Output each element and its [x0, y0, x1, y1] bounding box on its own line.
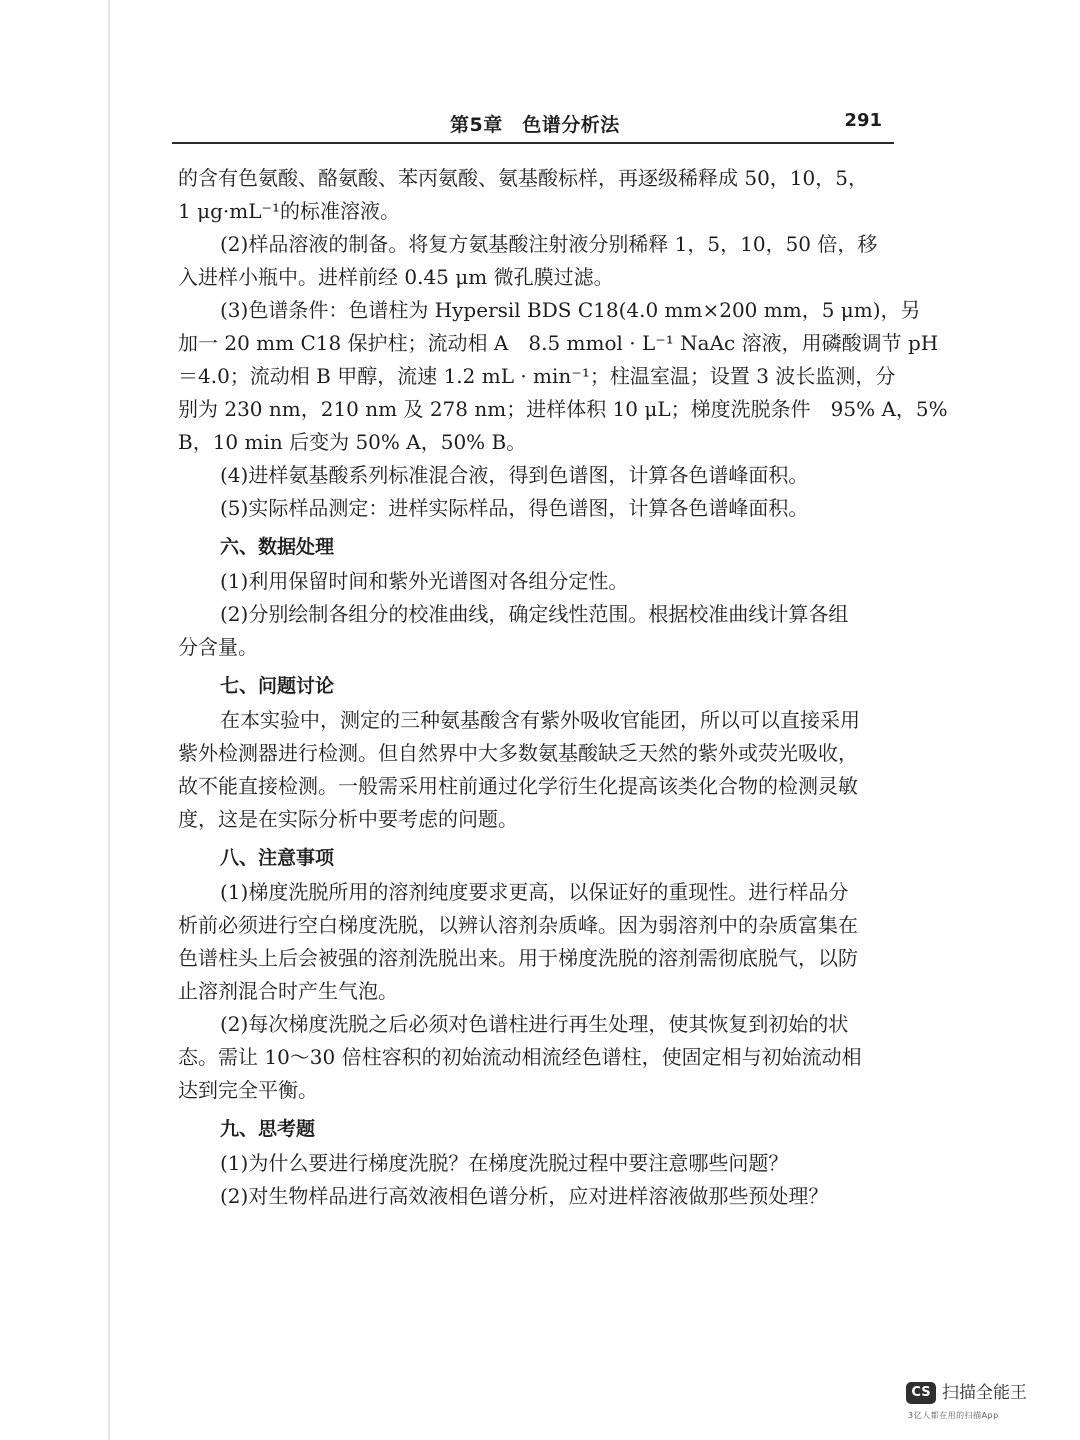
body-line: 度，这是在实际分析中要考虑的问题。 — [178, 807, 518, 831]
body-line: 分含量。 — [178, 635, 258, 659]
body-line: ＝4.0；流动相 B 甲醇，流速 1.2 mL · min⁻¹；柱温室温；设置 3 波长监测，分 — [178, 364, 896, 388]
body-line: 达到完全平衡。 — [178, 1078, 318, 1102]
body-line: (1)梯度洗脱所用的溶剂纯度要求更高，以保证好的重现性。进行样品分 — [220, 880, 849, 904]
body-line: (2)分别绘制各组分的校准曲线，确定线性范围。根据校准曲线计算各组 — [220, 602, 849, 626]
camscanner-logo-icon: CS — [906, 1382, 936, 1404]
body-line: (2)每次梯度洗脱之后必须对色谱柱进行再生处理，使其恢复到初始的状 — [220, 1012, 849, 1036]
body-line: B，10 min 后变为 50% A，50% B。 — [178, 430, 527, 454]
body-line: 别为 230 nm，210 nm 及 278 nm；进样体积 10 μL；梯度洗脱条件 95% A，5% — [178, 397, 948, 421]
body-line: (5)实际样品测定：进样实际样品，得色谱图，计算各色谱峰面积。 — [220, 496, 809, 520]
scanner-tagline: 3亿人都在用的扫描App — [908, 1411, 999, 1420]
body-line: 紫外检测器进行检测。但自然界中大多数氨基酸缺乏天然的紫外或荧光吸收， — [178, 741, 858, 765]
body-line: 色谱柱头上后会被强的溶剂洗脱出来。用于梯度洗脱的溶剂需彻底脱气，以防 — [178, 946, 858, 970]
header-rule — [172, 142, 894, 144]
body-line: (2)样品溶液的制备。将复方氨基酸注射液分别稀释 1，5，10，50 倍，移 — [220, 232, 878, 256]
body-line: 态。需让 10～30 倍柱容积的初始流动相流经色谱柱，使固定相与初始流动相 — [178, 1045, 862, 1069]
page-number: 291 — [844, 110, 882, 131]
section-heading-discussion: 七、问题讨论 — [220, 675, 335, 697]
body-line: 的含有色氨酸、酪氨酸、苯丙氨酸、氨基酸标样，再逐级稀释成 50，10，5， — [178, 166, 868, 190]
body-line: 在本实验中，测定的三种氨基酸含有紫外吸收官能团，所以可以直接采用 — [220, 708, 860, 732]
body-line: 1 μg·mL⁻¹的标准溶液。 — [178, 199, 401, 223]
scanner-app-name: 扫描全能王 — [942, 1383, 1027, 1403]
scanner-watermark — [906, 1382, 1036, 1426]
body-line: 加一 20 mm C18 保护柱；流动相 A 8.5 mmol · L⁻¹ NaAc 溶液，用磷酸调节 pH — [178, 331, 939, 355]
body-line: (3)色谱条件：色谱柱为 Hypersil BDS C18(4.0 mm×200 mm，5 μm)，另 — [220, 298, 921, 322]
body-line: (1)利用保留时间和紫外光谱图对各组分定性。 — [220, 569, 629, 593]
body-line: 故不能直接检测。一般需采用柱前通过化学衍生化提高该类化合物的检测灵敏 — [178, 774, 858, 798]
chapter-title: 第5章 色谱分析法 — [450, 114, 620, 136]
section-heading-data-processing: 六、数据处理 — [220, 536, 335, 558]
body-line: 析前必须进行空白梯度洗脱，以辨认溶剂杂质峰。因为弱溶剂中的杂质富集在 — [178, 913, 858, 937]
page-body — [178, 162, 948, 1213]
body-line: 止溶剂混合时产生气泡。 — [178, 979, 398, 1003]
section-heading-precautions: 八、注意事项 — [220, 847, 335, 869]
body-line: (4)进样氨基酸系列标准混合液，得到色谱图，计算各色谱峰面积。 — [220, 463, 809, 487]
body-line: (2)对生物样品进行高效液相色谱分析，应对进样溶液做那些预处理？ — [220, 1184, 829, 1208]
scan-page-edge — [108, 0, 110, 1440]
running-header — [172, 108, 894, 142]
body-line: (1)为什么要进行梯度洗脱？在梯度洗脱过程中要注意哪些问题？ — [220, 1151, 789, 1175]
section-heading-questions: 九、思考题 — [220, 1118, 316, 1140]
body-line: 入进样小瓶中。进样前经 0.45 μm 微孔膜过滤。 — [178, 265, 614, 289]
